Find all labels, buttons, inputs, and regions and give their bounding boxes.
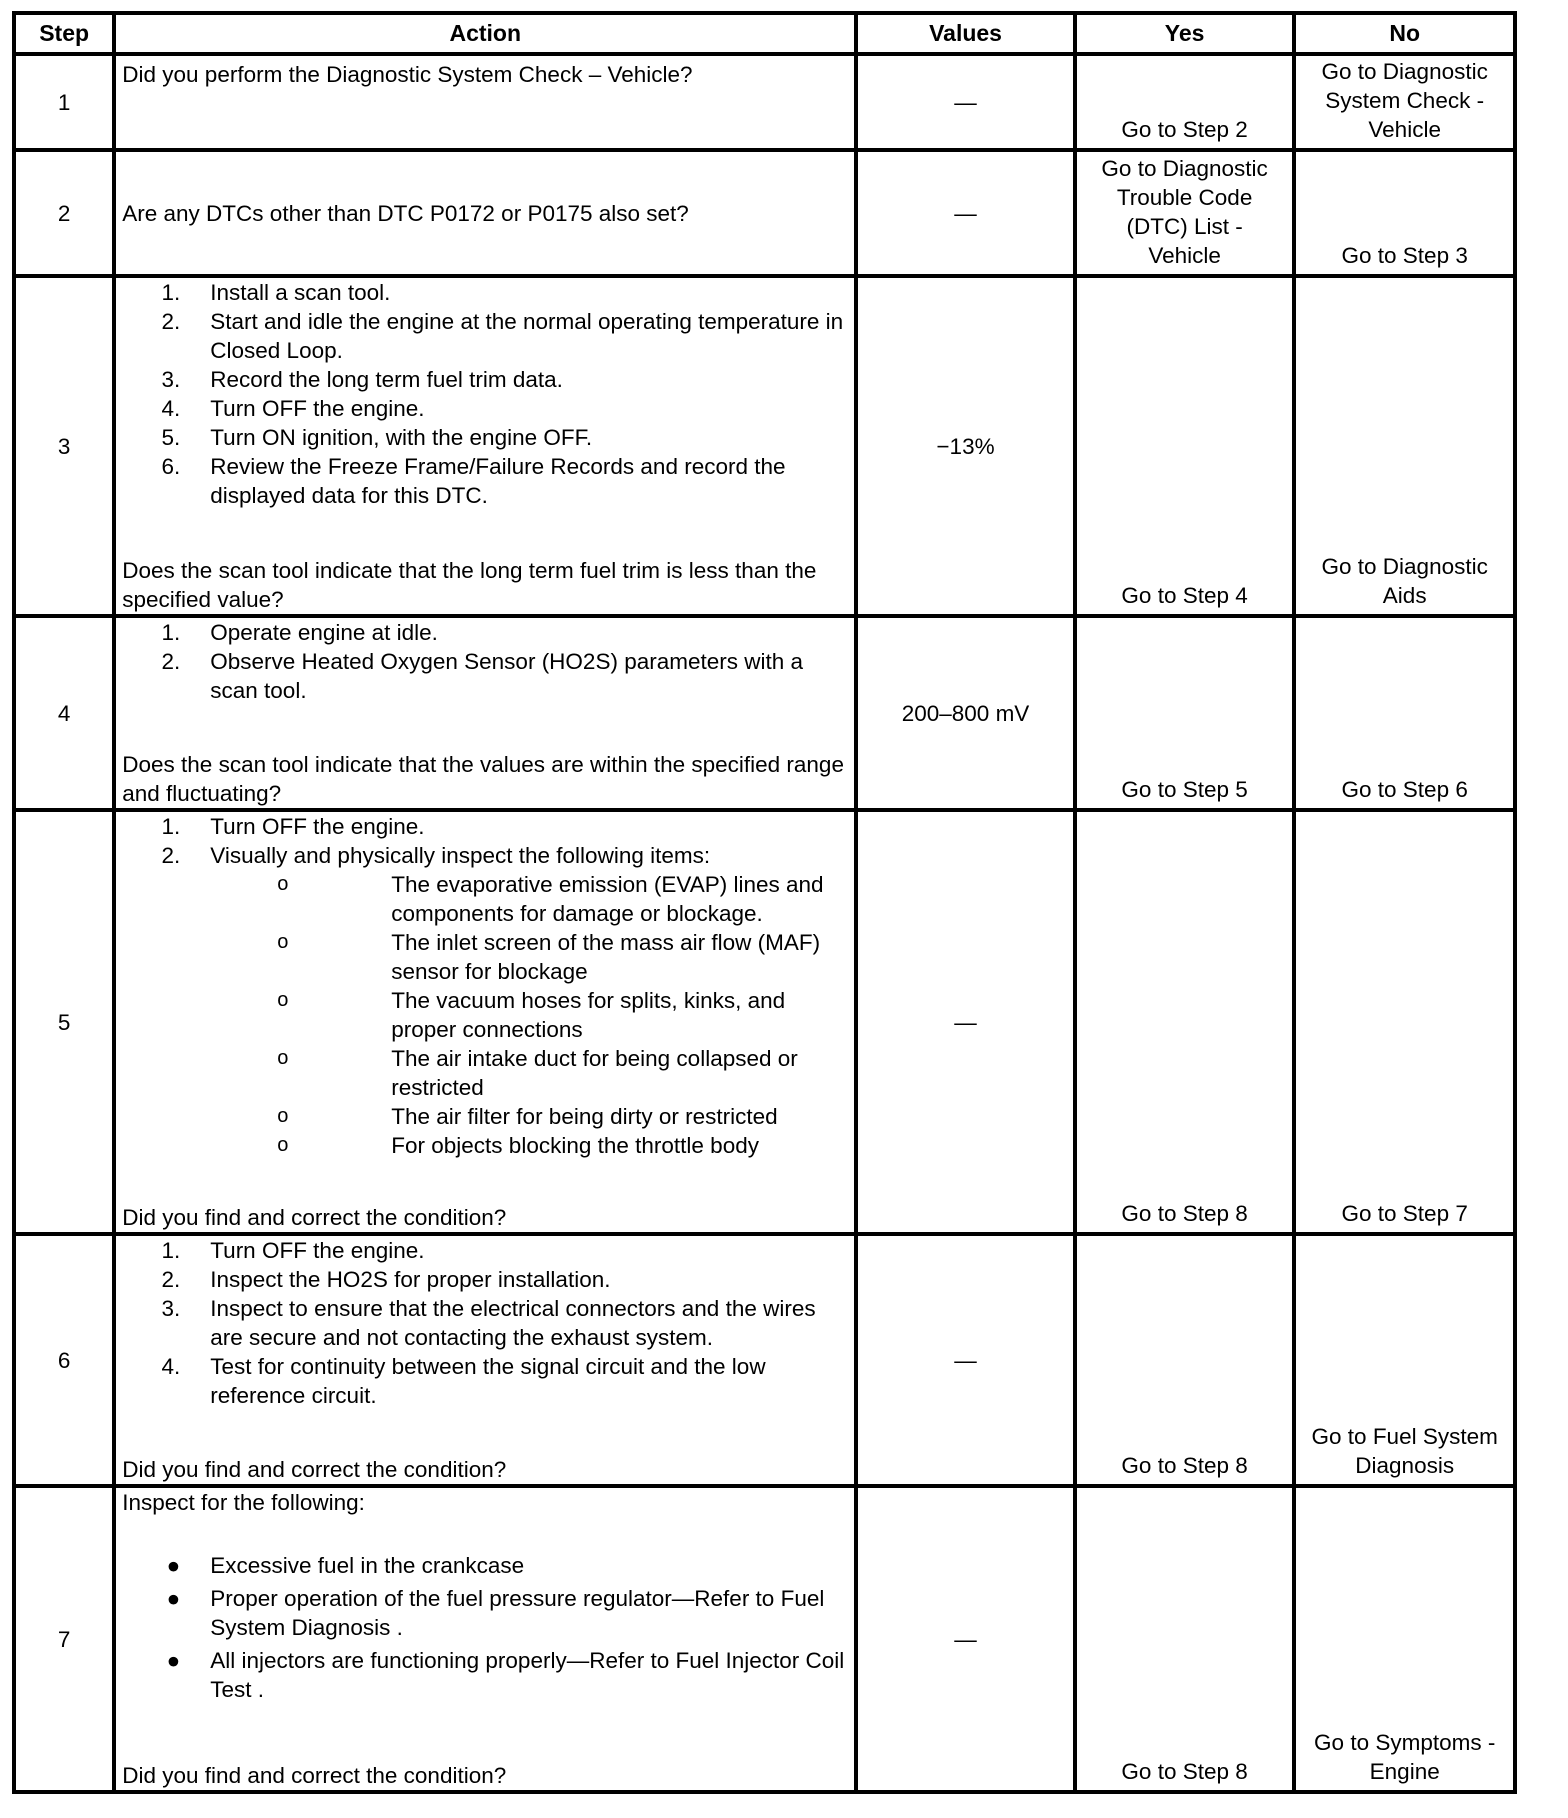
- no-cell: [1294, 1486, 1515, 1792]
- action-cell: [114, 54, 856, 150]
- list-item: 6. Review the Freeze Frame/Failure Records and record the displayed data for this DTC.: [161, 454, 786, 508]
- step-number: 7: [14, 1486, 114, 1792]
- step-number: 5: [14, 810, 114, 1234]
- no-cell: [1294, 150, 1515, 276]
- yes-cell: [1075, 616, 1295, 810]
- yes-link[interactable]: Go to Step 8: [1121, 1759, 1248, 1784]
- header-yes: Yes: [1075, 13, 1295, 54]
- list-item: o The vacuum hoses for splits, kinks, and proper connections: [277, 988, 786, 1042]
- inspection-bullets: [122, 1551, 850, 1704]
- list-item: 1. Install a scan tool.: [161, 280, 391, 305]
- action-question: Did you find and correct the condition?: [122, 1457, 507, 1482]
- inspect-intro: Inspect for the following:: [122, 1490, 365, 1515]
- step-number: 6: [14, 1234, 114, 1486]
- header-values: Values: [856, 13, 1075, 54]
- list-item: 1. Turn OFF the engine.: [161, 814, 425, 839]
- action-cell: [114, 1234, 856, 1486]
- action-question: Does the scan tool indicate that the long term fuel trim is less than the specified value?: [122, 558, 817, 612]
- no-link[interactable]: Go to Fuel System Diagnosis: [1311, 1424, 1498, 1478]
- diagnostic-table: [12, 11, 1517, 1794]
- yes-cell: [1075, 276, 1295, 616]
- step-number: 4: [14, 616, 114, 810]
- table-row: [14, 616, 1515, 810]
- list-item: 5. Turn ON ignition, with the engine OFF.: [161, 425, 593, 450]
- no-cell: [1294, 1234, 1515, 1486]
- no-cell: [1294, 276, 1515, 616]
- no-link[interactable]: Go to Step 7: [1341, 1201, 1468, 1226]
- action-question: Does the scan tool indicate that the values are within the specified range and fluctuating?: [122, 752, 844, 806]
- no-cell: [1294, 810, 1515, 1234]
- list-item: o The evaporative emission (EVAP) lines and components for damage or blockage.: [277, 872, 824, 926]
- no-link[interactable]: Go to Step 3: [1341, 243, 1468, 268]
- no-cell: [1294, 616, 1515, 810]
- step-number: 1: [14, 54, 114, 150]
- yes-link[interactable]: Go to Step 8: [1121, 1201, 1248, 1226]
- list-item: 2. Visually and physically inspect the following items:: [161, 843, 711, 868]
- list-item: 1. Operate engine at idle.: [161, 620, 438, 645]
- table-row: [14, 1234, 1515, 1486]
- list-item: ● Proper operation of the fuel pressure regulator—Refer to Fuel System Diagnosis .: [166, 1586, 825, 1640]
- list-item: o The inlet screen of the mass air flow (MAF) sensor for blockage: [277, 930, 821, 984]
- yes-link[interactable]: Go to Step 2: [1121, 117, 1248, 142]
- action-cell: [114, 1486, 856, 1792]
- list-item: 2. Inspect the HO2S for proper installation.: [161, 1267, 611, 1292]
- table-row: [14, 1486, 1515, 1792]
- list-item: 3. Inspect to ensure that the electrical connectors and the wires are secure and not contacting the exhaust system.: [161, 1296, 816, 1350]
- action-cell: [114, 616, 856, 810]
- yes-cell: [1075, 54, 1295, 150]
- list-item: 2. Observe Heated Oxygen Sensor (HO2S) parameters with a scan tool.: [161, 649, 804, 703]
- no-link[interactable]: Go to Diagnostic System Check - Vehicle: [1321, 59, 1488, 142]
- list-item: 1. Turn OFF the engine.: [161, 1238, 425, 1263]
- value-cell: −13%: [856, 276, 1075, 616]
- no-link[interactable]: Go to Step 6: [1341, 777, 1468, 802]
- table-row: [14, 810, 1515, 1234]
- table-header-row: [14, 13, 1515, 54]
- table-row: [14, 276, 1515, 616]
- yes-cell: [1075, 810, 1295, 1234]
- table-row: [14, 150, 1515, 276]
- table-row: [14, 54, 1515, 150]
- procedure-list: [122, 812, 850, 870]
- inspection-sublist: [122, 870, 850, 1160]
- action-question: Did you perform the Diagnostic System Check – Vehicle?: [122, 62, 693, 87]
- list-item: o For objects blocking the throttle body: [277, 1133, 759, 1158]
- list-item: 2. Start and idle the engine at the normal operating temperature in Closed Loop.: [161, 309, 844, 363]
- list-item: o The air intake duct for being collapsed or restricted: [277, 1046, 798, 1100]
- yes-link[interactable]: Go to Step 4: [1121, 583, 1248, 608]
- action-question: Are any DTCs other than DTC P0172 or P0175 also set?: [122, 200, 689, 226]
- list-item: 3. Record the long term fuel trim data.: [161, 367, 563, 392]
- no-cell: [1294, 54, 1515, 150]
- value-cell: —: [856, 150, 1075, 276]
- action-cell: [114, 150, 856, 276]
- action-question: Did you find and correct the condition?: [122, 1763, 507, 1788]
- yes-cell: [1075, 1234, 1295, 1486]
- procedure-list: [122, 1236, 850, 1410]
- list-item: ● Excessive fuel in the crankcase: [166, 1553, 525, 1578]
- action-cell: [114, 810, 856, 1234]
- step-number: 2: [14, 150, 114, 276]
- procedure-list: [122, 278, 850, 510]
- value-cell: —: [856, 810, 1075, 1234]
- action-cell: [114, 276, 856, 616]
- yes-cell: [1075, 1486, 1295, 1792]
- list-item: 4. Test for continuity between the signal circuit and the low reference circuit.: [161, 1354, 766, 1408]
- yes-link[interactable]: Go to Step 8: [1121, 1453, 1248, 1478]
- value-cell: 200–800 mV: [856, 616, 1075, 810]
- no-link[interactable]: Go to Diagnostic Aids: [1321, 554, 1488, 608]
- value-cell: —: [856, 54, 1075, 150]
- header-action: Action: [114, 13, 856, 54]
- yes-link[interactable]: Go to Step 5: [1121, 777, 1248, 802]
- step-number: 3: [14, 276, 114, 616]
- list-item: o The air filter for being dirty or restricted: [277, 1104, 778, 1129]
- header-no: No: [1294, 13, 1515, 54]
- yes-cell: [1075, 150, 1295, 276]
- procedure-list: [122, 618, 850, 705]
- header-step: Step: [14, 13, 114, 54]
- list-item: ● All injectors are functioning properly—Refer to Fuel Injector Coil Test .: [166, 1648, 845, 1702]
- yes-link[interactable]: Go to Diagnostic Trouble Code (DTC) List - Vehicle: [1101, 156, 1268, 268]
- no-link[interactable]: Go to Symptoms - Engine: [1314, 1730, 1496, 1784]
- value-cell: —: [856, 1234, 1075, 1486]
- action-question: Did you find and correct the condition?: [122, 1205, 507, 1230]
- value-cell: —: [856, 1486, 1075, 1792]
- list-item: 4. Turn OFF the engine.: [161, 396, 425, 421]
